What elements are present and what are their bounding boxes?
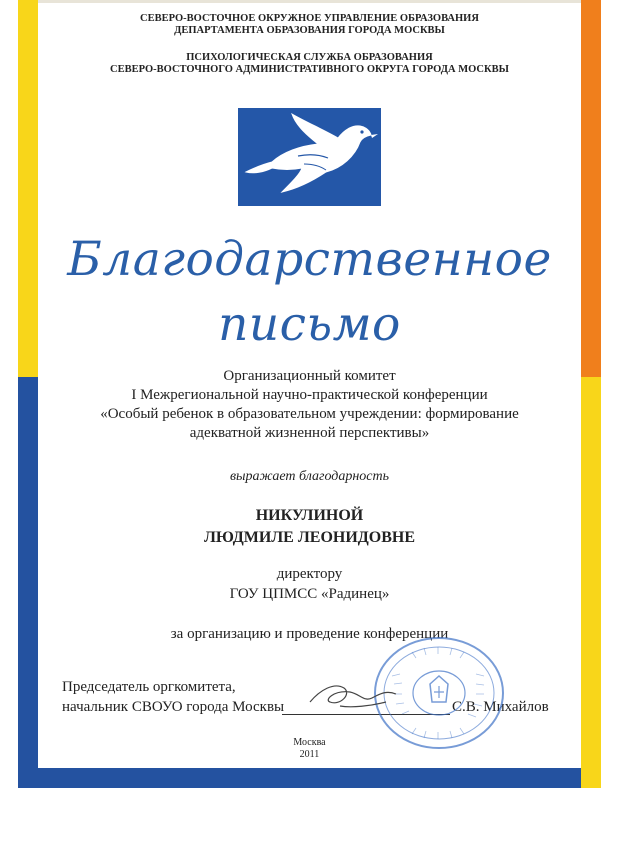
recipient-organization: ГОУ ЦПМСС «Радинец» [229, 586, 390, 602]
recipient-given-names: ЛЮДМИЛЕ ЛЕОНИДОВНЕ [203, 529, 416, 546]
header-line-1: СЕВЕРО-ВОСТОЧНОЕ ОКРУЖНОЕ УПРАВЛЕНИЕ ОБРАЗОВАНИЯ [140, 13, 479, 24]
reason-text: за организацию и проведение конференции [170, 626, 449, 642]
signer-role-line-1: Председатель оргкомитета, [62, 679, 236, 695]
organizer-line-1: Организационный комитет [223, 368, 396, 384]
dove-icon [238, 108, 381, 206]
recipient-surname: НИКУЛИНОЙ [255, 507, 364, 524]
recipient-position: директору [276, 566, 343, 582]
thanks-text: выражает благодарность [229, 469, 389, 484]
border-bottom-blue [18, 768, 601, 788]
signer-name: С.В. Михайлов [452, 699, 549, 715]
header-line-2: ДЕПАРТАМЕНТА ОБРАЗОВАНИЯ ГОРОДА МОСКВЫ [174, 25, 445, 36]
title-line-1: Благодарственное [67, 232, 552, 287]
border-corner-yellow [581, 768, 601, 788]
footer-city: Москва [293, 737, 326, 748]
organizer-line-2: I Межрегиональной научно-практической конференции [131, 387, 488, 403]
border-top-strip [38, 0, 581, 3]
title-line-2: письмо [218, 297, 401, 352]
footer-year: 2011 [299, 749, 320, 760]
handwritten-signature [300, 672, 410, 717]
header-line-4: СЕВЕРО-ВОСТОЧНОГО АДМИНИСТРАТИВНОГО ОКРУГА ГОРОДА МОСКВЫ [110, 64, 509, 75]
header-line-3: ПСИХОЛОГИЧЕСКАЯ СЛУЖБА ОБРАЗОВАНИЯ [186, 52, 433, 63]
dove-logo [238, 108, 381, 206]
organizer-line-4: адекватной жизненной перспективы» [189, 425, 430, 441]
signer-role-line-2: начальник СВОУО города Москвы [62, 699, 285, 715]
organizer-line-3: «Особый ребенок в образовательном учреждении: формирование [100, 406, 519, 422]
